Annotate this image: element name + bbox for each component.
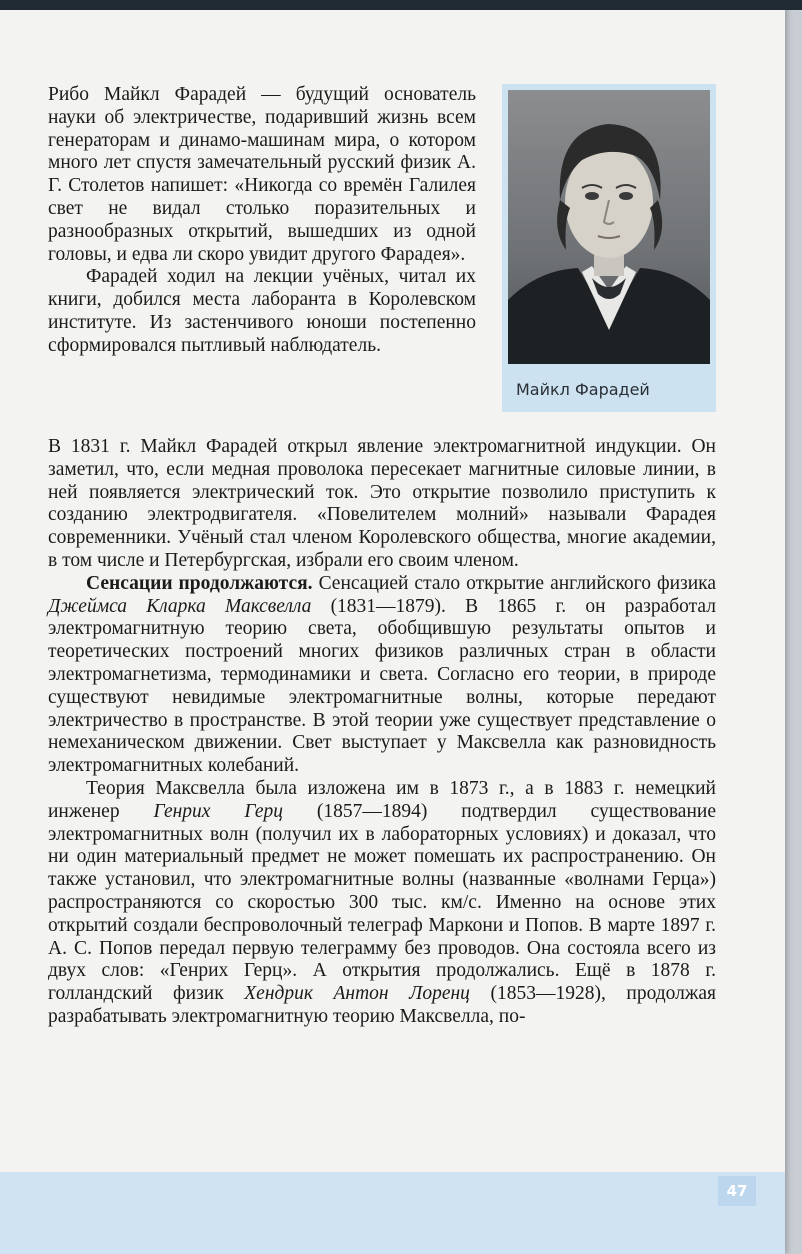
text-fragment: Теория Максвелла была изложена им в 1873 г., а в 1883 г. немецкий инженер	[48, 777, 716, 822]
paragraph-faraday-lectures: Фарадей ходил на лекции учёных, читал их книги, добился места лаборанта в Королевском институте. Из застенчивого юноши постепенно сформировался пытливый наблюдатель.	[48, 266, 476, 356]
paragraph-induction: В 1831 г. Майкл Фарадей открыл явление электромагнитной индукции. Он заметил, что, если медная проволока пересекает магнитные силовые линии, в ней появляется электрический ток. Это открытие позволило приступить к созданию электродвигателя. «Повелителем молний» называли Фарадея современники. Учёный стал членом Королевского общества, многие академии, в том числе и Петербургская, избрали его своим членом.	[48, 436, 716, 571]
section-heading-sensations: Сенсации продолжаются.	[86, 572, 313, 594]
text-fragment: (1853—1928), продолжая разрабатывать электромагнитную теорию Максвелла, по-	[48, 983, 716, 1027]
paragraph-hertz	[48, 778, 716, 1029]
text-column-main	[48, 436, 716, 1029]
top-scan-edge	[0, 0, 802, 10]
faraday-portrait-image	[508, 90, 710, 364]
text-column-top	[48, 84, 476, 358]
portrait-illustration	[508, 90, 710, 364]
name-hertz: Генрих Герц	[153, 800, 284, 822]
text-fragment: Сенсацией стало открытие английского физика	[312, 572, 716, 594]
text-fragment: (1857—1894) подтвердил существование электромагнитных волн (получил их в лабораторных условиях) и доказал, что ни один материальный предмет не может помешать их распространению. Он также установил, что электромагнитные волны (названные «волнами Герца») распространяются со скоростью 300 тыс. км/с. Именно на основе этих открытий создали беспроволочный телеграф Маркони и Попов. В марте 1897 г. А. С. Попов передал первую телеграмму без проводов. Она состояла всего из двух слов: «Генрих Герц». А открытия продолжались. Ещё в 1878 г. голландский физик	[48, 800, 716, 1005]
faraday-figure	[502, 84, 716, 412]
page-number: 47	[718, 1176, 756, 1206]
paragraph-sensations	[48, 573, 716, 778]
paragraph-faraday-intro: Рибо Майкл Фарадей — будущий основатель науки об электричестве, подаривший жизнь всем генераторам и динамо-машинам мира, о котором много лет спустя замечательный русский физик А. Г. Столетов напишет: «Никогда со времён Галилея свет не видал столько поразительных и разнообразных открытий, вышедших из одной головы, и едва ли скоро увидит другого Фарадея».	[48, 84, 476, 265]
bottom-color-band	[0, 1172, 785, 1254]
name-lorentz: Хендрик Антон Лоренц	[244, 983, 470, 1005]
text-fragment: (1831—1879). В 1865 г. он разработал электромагнитную теорию света, обобщившую результаты опытов и теоретических построений многих физиков различных стран в области электромагнетизма, термодинамики и света. Согласно его теории, в природе существуют невидимые электромагнитные волны, которые передают электричество в пространстве. В этой теории уже существует представление о немеханическом движении. Свет выступает у Максвелла как разновидность электромагнитных колебаний.	[48, 595, 716, 777]
name-maxwell: Джеймса Кларка Максвелла	[48, 595, 312, 617]
portrait-caption: Майкл Фарадей	[516, 380, 650, 399]
